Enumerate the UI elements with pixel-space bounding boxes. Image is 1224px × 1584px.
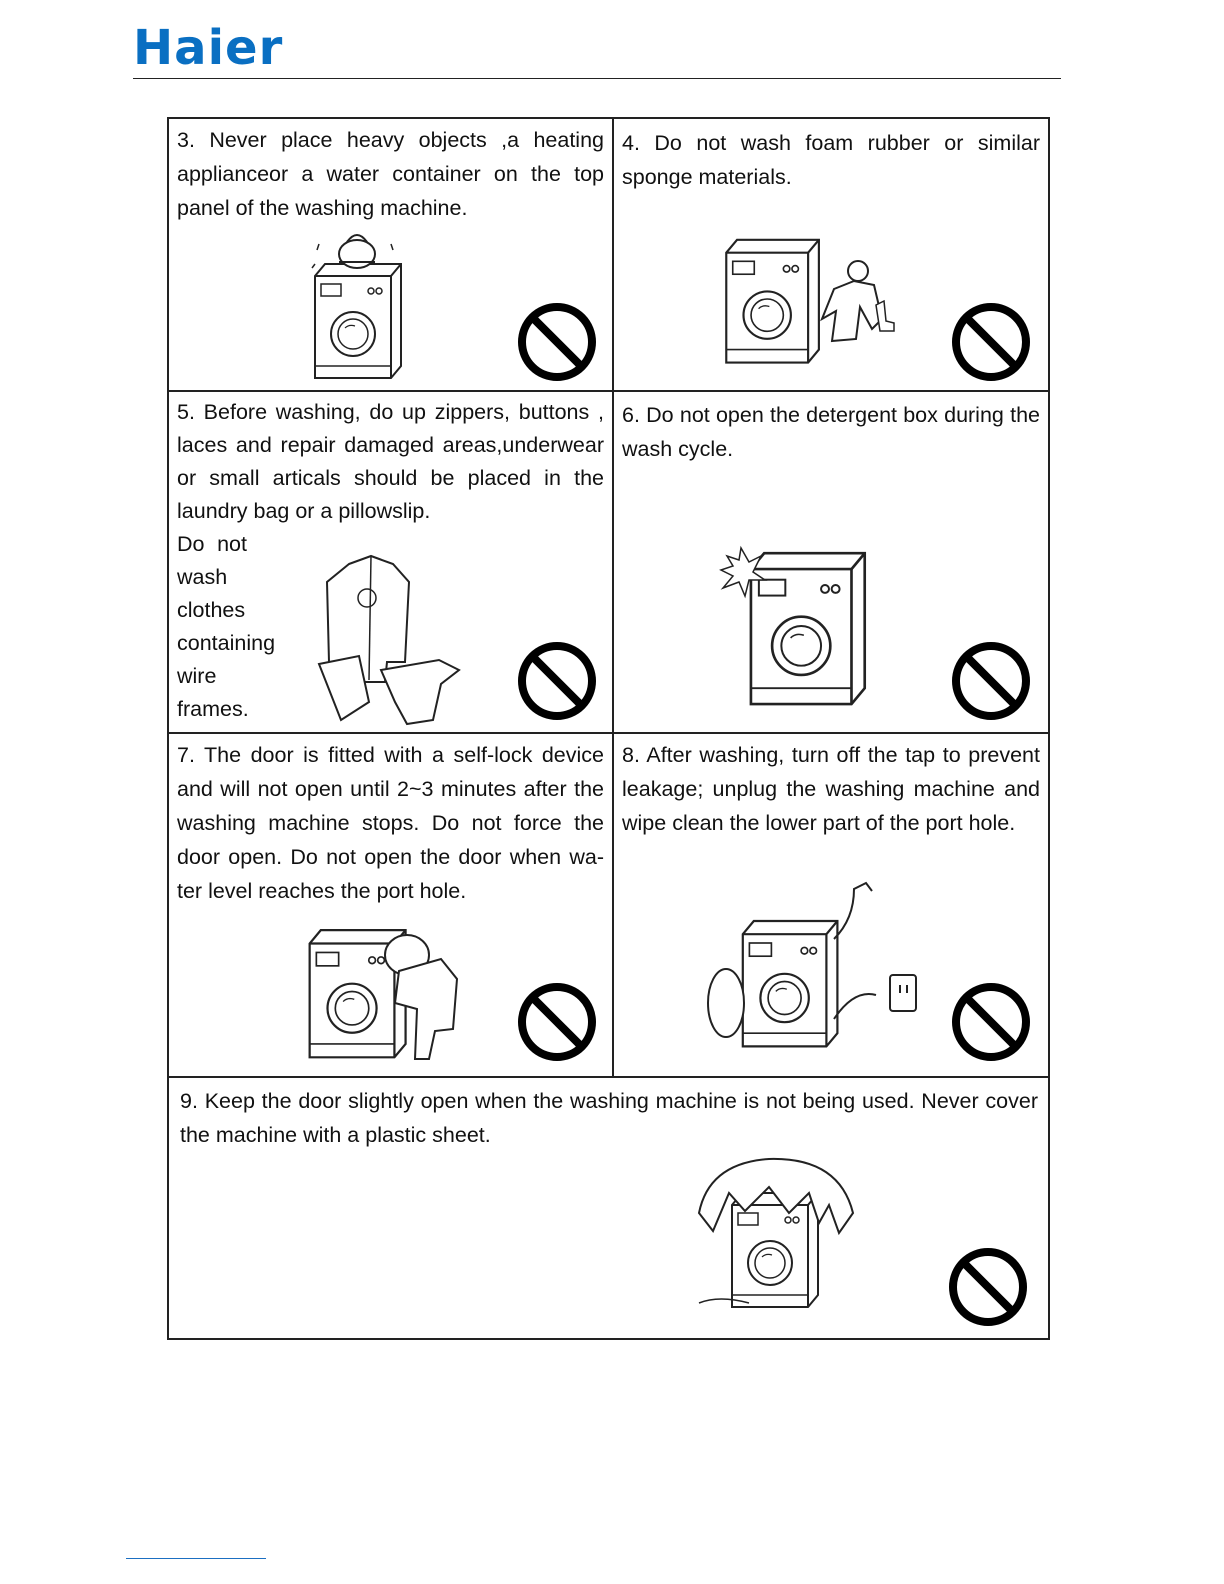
haier-logo: Haier <box>133 20 284 76</box>
instruction-7-paragraph: 7. The door is fitted with a self-lock device and will not open until 2~3 minutes after the washing machine stops. Do not force the door open. Do not open the door when wa-ter level reaches the port hole. <box>177 743 604 903</box>
instruction-9-paragraph: 9. Keep the door slightly open when the washing machine is not being used. Never cover the machine with a plastic sheet. <box>180 1089 1038 1147</box>
instruction-5-warning: Do not wash clothes containing wire frames. <box>177 532 276 721</box>
washer-with-sponge-clothes-illustration <box>714 219 904 379</box>
prohibition-icon <box>950 301 1032 383</box>
header-divider <box>133 78 1061 79</box>
instruction-9-cell <box>168 1077 1049 1339</box>
prohibition-icon <box>516 981 598 1063</box>
instruction-3-cell <box>168 118 613 391</box>
shirt-with-wire-frame-illustration <box>309 552 469 727</box>
prohibition-icon <box>950 640 1032 722</box>
person-forcing-door-illustration <box>299 919 469 1069</box>
instruction-6-cell <box>613 391 1049 733</box>
washer-detergent-box-illustration <box>719 540 879 715</box>
instruction-6-paragraph: 6. Do not open the detergent box during the wash cycle. <box>622 403 1040 461</box>
footer-divider <box>126 1558 266 1559</box>
prohibition-icon <box>950 981 1032 1063</box>
instruction-8-paragraph: 8. After washing, turn off the tap to prevent leakage; unplug the washing machine and wipe clean the lower part of the port hole. <box>622 743 1040 835</box>
instruction-8-text <box>622 738 1040 840</box>
instruction-4-text <box>622 126 1040 194</box>
instruction-6-text <box>622 398 1040 466</box>
instruction-4-cell <box>613 118 1049 391</box>
prohibition-icon <box>516 301 598 383</box>
instruction-3-paragraph: 3. Never place heavy objects ,a heating applianceor a water container on the top panel of the washing machine. <box>177 128 604 220</box>
instruction-4-paragraph: 4. Do not wash foam rubber or similar sponge materials. <box>622 131 1040 189</box>
instruction-5-cell <box>168 391 613 733</box>
instruction-5-paragraph: 5. Before washing, do up zippers, buttons , laces and repair damaged areas,underwear or small articals should be placed in the laundry bag or a pillowslip. <box>177 400 604 523</box>
covered-washer-illustration <box>689 1153 859 1318</box>
safety-instructions-table <box>167 117 1050 1340</box>
prohibition-icon <box>516 640 598 722</box>
instruction-7-cell <box>168 733 613 1077</box>
instruction-7-text <box>177 738 604 908</box>
prohibition-icon <box>947 1246 1029 1328</box>
instruction-9-text <box>180 1084 1038 1152</box>
instruction-3-text <box>177 123 604 225</box>
instruction-8-cell <box>613 733 1049 1077</box>
washer-with-kettle-illustration <box>299 224 419 384</box>
washer-tap-plug-illustration <box>704 879 924 1059</box>
